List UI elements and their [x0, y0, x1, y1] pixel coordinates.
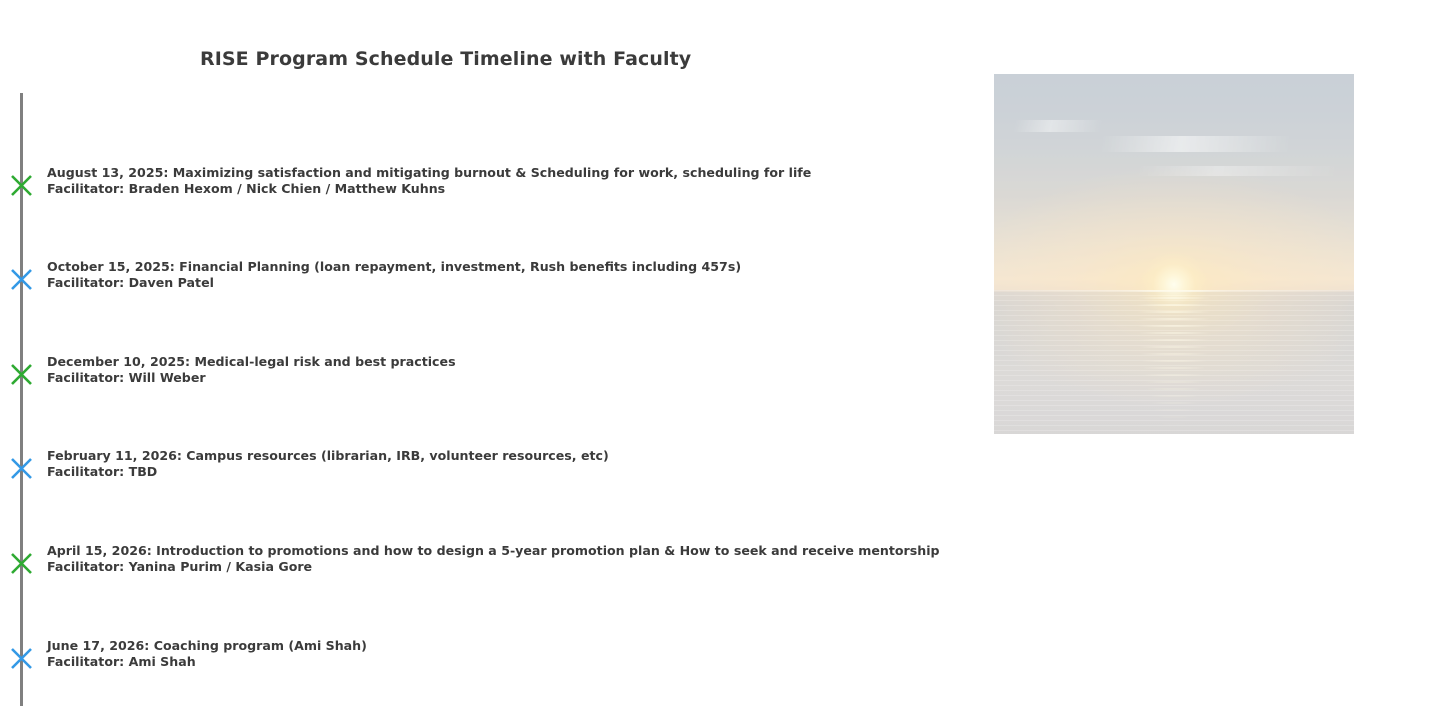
- timeline-entry-facilitator: Facilitator: Daven Patel: [47, 274, 214, 290]
- timeline-entry[interactable]: [0, 448, 960, 494]
- timeline-entry-title: December 10, 2025: Medical-legal risk and best practices: [47, 354, 456, 369]
- timeline-entry-title: February 11, 2026: Campus resources (librarian, IRB, volunteer resources, etc): [47, 448, 609, 463]
- timeline-entry-text: [47, 448, 609, 479]
- timeline-entry[interactable]: [0, 354, 960, 400]
- timeline-entry-text: [47, 638, 367, 669]
- timeline-entry-text: [47, 259, 741, 290]
- x-marker-icon: [8, 455, 35, 482]
- x-marker-icon: [8, 172, 35, 199]
- timeline-entry-text: [47, 354, 456, 385]
- timeline-entry[interactable]: [0, 259, 960, 305]
- timeline-entry-facilitator: Facilitator: Braden Hexom / Nick Chien / Matthew Kuhns: [47, 180, 446, 196]
- timeline-entry-facilitator: Facilitator: Ami Shah: [47, 653, 196, 669]
- timeline-entry-facilitator: Facilitator: Yanina Purim / Kasia Gore: [47, 558, 313, 574]
- timeline-entry[interactable]: [0, 543, 960, 589]
- timeline-entry-title: June 17, 2026: Coaching program (Ami Shah): [47, 638, 367, 653]
- sunset-over-ocean-photo: [994, 74, 1354, 434]
- timeline-entry-text: [47, 543, 940, 574]
- photo-fade-overlay: [994, 74, 1354, 434]
- timeline-entry-title: April 15, 2026: Introduction to promotions and how to design a 5-year promotion plan & How to seek and receive mentorship: [47, 543, 940, 558]
- timeline-entry-text: [47, 165, 811, 196]
- x-marker-icon: [8, 550, 35, 577]
- x-marker-icon: [8, 266, 35, 293]
- timeline-entry-title: October 15, 2025: Financial Planning (loan repayment, investment, Rush benefits including 457s): [47, 259, 742, 274]
- x-marker-icon: [8, 361, 35, 388]
- page-title: RISE Program Schedule Timeline with Faculty: [200, 48, 692, 70]
- x-marker-icon: [8, 645, 35, 672]
- timeline-entry[interactable]: [0, 165, 960, 211]
- timeline-entry-facilitator: Facilitator: TBD: [47, 463, 158, 479]
- timeline-entry-facilitator: Facilitator: Will Weber: [47, 369, 206, 385]
- timeline-entry[interactable]: [0, 638, 960, 684]
- timeline-entry-title: August 13, 2025: Maximizing satisfaction and mitigating burnout & Scheduling for work, scheduling for life: [47, 165, 812, 180]
